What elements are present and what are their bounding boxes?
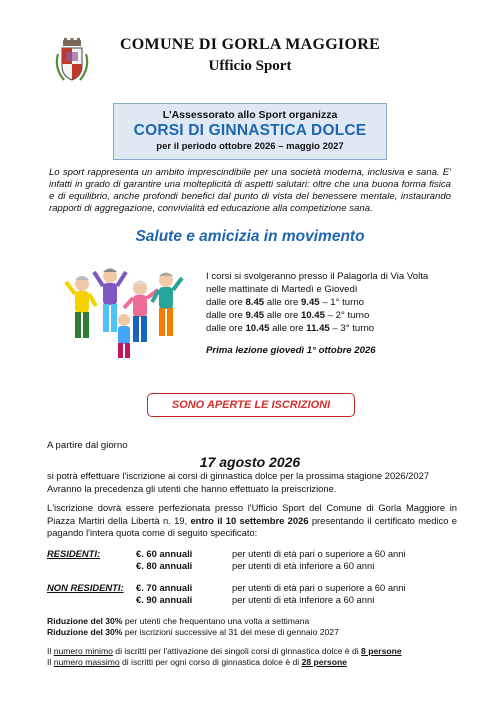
- turn-2: [206, 309, 466, 322]
- max-value: 28 persone: [301, 657, 347, 667]
- intro-paragraph: Lo sport rappresenta un ambito imprescindibile per una società moderna, inclusiva e sana. E' infatti in grado di garantire una molteplicità di aspetti salutari: oltre che una buona forma fisica e di equilibrio, anche profondi benefici dal punto di vista del benessere mentale, instaurando rapporti di aggregazione, convivialità ed educazione alla competizione sana.: [49, 167, 451, 214]
- max-pre: Il: [47, 657, 54, 667]
- turn-1-end: 9.45: [300, 297, 320, 308]
- banner-course-title: CORSI DI GINNASTICA DOLCE: [133, 122, 367, 139]
- page-subtitle: Ufficio Sport: [208, 58, 292, 74]
- turn-3-end: 11.45: [306, 323, 330, 334]
- completion-text-a: L'iscrizione dovrà essere perfezionata presso l'Ufficio Sport del Comune di Gorla Maggiore in Piazza Martiri della Libertà n. 19,: [47, 502, 457, 526]
- min-label: numero minimo: [53, 646, 113, 656]
- exercising-seniors-illustration: [62, 262, 187, 360]
- turn-2-post: – 2° turno: [324, 310, 370, 321]
- turn-1-pre: dalle ore: [206, 297, 246, 308]
- banner-organizer: L'Assessorato allo Sport organizza: [162, 109, 338, 121]
- fee-description: per utenti di età pari o superiore a 60 anni: [232, 548, 406, 559]
- turn-2-end: 10.45: [300, 310, 325, 321]
- slogan: Salute e amicizia in movimento: [135, 228, 365, 245]
- fee-amount: €. 70 annuali: [136, 582, 193, 593]
- banner-period: per il periodo ottobre 2026 – maggio 2027: [156, 141, 344, 152]
- min-participants: [47, 646, 467, 657]
- completion-text-c: presentando il certificato medico e pagando l'intera quota come di seguito specificato:: [47, 514, 457, 538]
- turn-1-mid: alle ore: [264, 297, 301, 308]
- from-label: A partire dal giorno: [47, 440, 128, 451]
- turn-3-start: 10.45: [245, 323, 270, 334]
- reduction-line: [47, 627, 467, 638]
- turn-2-mid: alle ore: [264, 310, 301, 321]
- turn-3-pre: dalle ore: [206, 323, 246, 334]
- max-text: di iscritti per ogni corso di ginnastica dolce è di: [119, 657, 302, 667]
- reduction-text: per iscrizioni successive al 31 del mese di gennaio 2027: [122, 627, 339, 637]
- fee-amount: €. 60 annuali: [136, 548, 193, 559]
- turn-1-start: 8.45: [245, 297, 265, 308]
- start-date: 17 agosto 2026: [199, 454, 301, 470]
- reduction-amount: Riduzione del 30%: [47, 616, 123, 626]
- course-info: [206, 270, 466, 335]
- max-label: numero massimo: [53, 657, 120, 667]
- participant-limits: [47, 646, 467, 668]
- turn-3: [206, 322, 466, 335]
- registrations-open-badge: SONO APERTE LE ISCRIZIONI: [147, 393, 355, 417]
- completion-paragraph: [47, 502, 457, 540]
- registration-paragraph: si potrà effettuare l'iscrizione ai corsi di ginnastica dolce per la prossima stagione 2026/2027 Avranno la precedenza gli utenti che hanno effettuato la preiscrizione.: [47, 470, 430, 494]
- non-residents-label: NON RESIDENTI:: [47, 582, 124, 593]
- max-participants: [47, 657, 467, 668]
- min-value: 8 persone: [361, 646, 402, 656]
- page-title: COMUNE DI GORLA MAGGIORE: [119, 36, 381, 53]
- fee-amount: €. 80 annuali: [136, 560, 193, 571]
- turn-1: [206, 296, 466, 309]
- fee-description: per utenti di età pari o superiore a 60 anni: [232, 582, 406, 593]
- days-line: nelle mattinate di Martedì e Giovedì: [206, 284, 358, 295]
- fee-description: per utenti di età inferiore a 60 anni: [232, 594, 375, 605]
- reductions: [47, 616, 467, 638]
- deadline: entro il 10 settembre 2026: [190, 514, 309, 526]
- reduction-text: per utenti che frequentano una volta a settimana: [122, 616, 310, 626]
- course-banner: [113, 103, 387, 160]
- turn-3-mid: alle ore: [269, 323, 307, 334]
- first-lesson: Prima lezione giovedì 1° ottobre 2026: [206, 345, 376, 356]
- turn-2-start: 9.45: [245, 310, 265, 321]
- venue-line: I corsi si svolgeranno presso il Palagorla di Via Volta: [206, 271, 429, 282]
- reduction-line: [47, 616, 467, 627]
- turn-2-pre: dalle ore: [206, 310, 246, 321]
- min-text: di iscritti per l'attivazione dei singoli corsi di ginnastica dolce è di: [112, 646, 362, 656]
- turn-1-post: – 1° turno: [319, 297, 365, 308]
- fee-description: per utenti di età inferiore a 60 anni: [232, 560, 375, 571]
- reduction-amount: Riduzione del 30%: [47, 627, 123, 637]
- residents-label: RESIDENTI:: [47, 548, 101, 559]
- turn-3-post: – 3° turno: [329, 323, 375, 334]
- min-pre: Il: [47, 646, 54, 656]
- fee-amount: €. 90 annuali: [136, 594, 193, 605]
